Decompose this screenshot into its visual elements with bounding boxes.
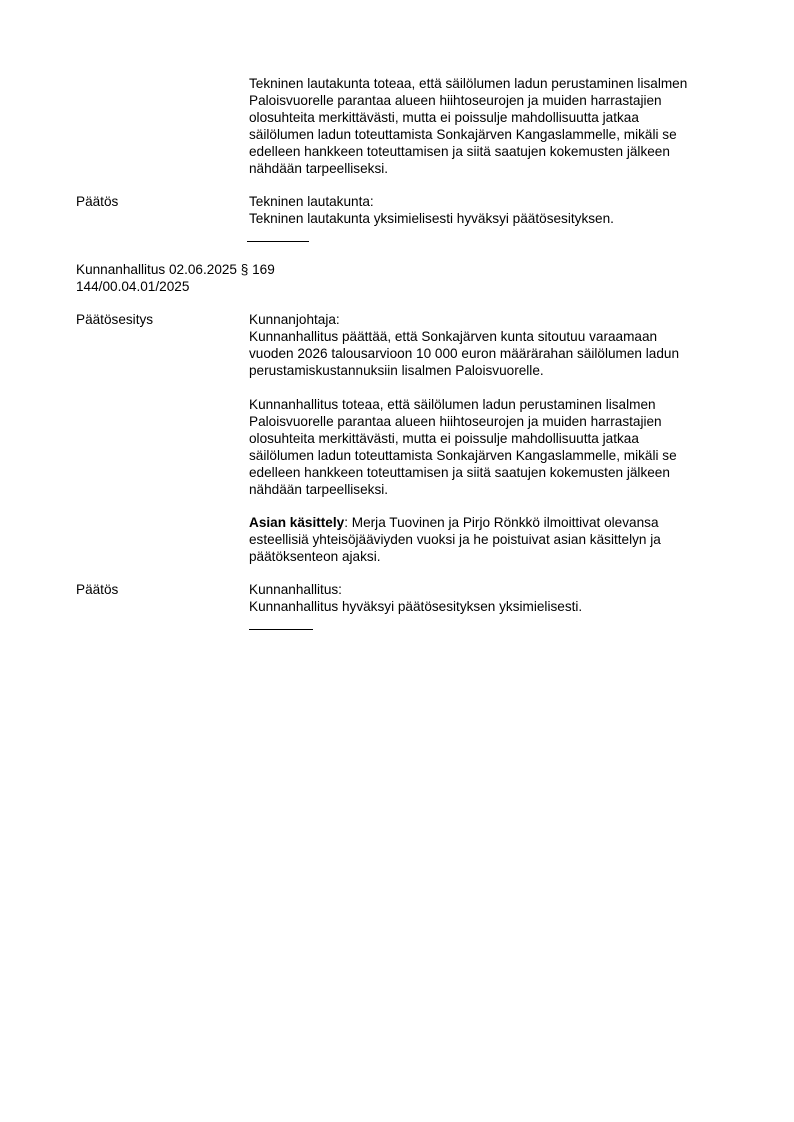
paragraph-line: Paloisvuorelle parantaa alueen hiihtoseurojen ja muiden harrastajien bbox=[249, 414, 662, 429]
handling-line: päätöksenteon ajaksi. bbox=[249, 549, 381, 564]
handling-heading: Asian käsittely bbox=[249, 515, 345, 530]
paragraph-line: säilölumen ladun toteuttamista Sonkajärven Kangaslammelle, mikäli se bbox=[249, 127, 677, 142]
decision-body-board bbox=[249, 581, 739, 615]
decision-label-technical bbox=[76, 193, 236, 210]
proposal-speaker: Kunnanjohtaja: bbox=[249, 312, 340, 327]
decision-body-technical bbox=[249, 193, 739, 227]
paragraph-line: nähdään tarpeelliseksi. bbox=[249, 482, 389, 497]
proposal-label bbox=[76, 311, 236, 328]
continuation-paragraph bbox=[249, 75, 739, 177]
paragraph-line: edelleen hankkeen toteuttamisen ja siitä saatujen kokemusten jälkeen bbox=[249, 465, 670, 480]
decision-label-text: Päätös bbox=[76, 582, 119, 597]
section-heading bbox=[76, 261, 476, 295]
proposal-paragraph-2 bbox=[249, 396, 739, 498]
decision-speaker: Kunnanhallitus: bbox=[249, 582, 342, 597]
proposal-body bbox=[249, 311, 739, 379]
section-divider bbox=[247, 241, 309, 242]
proposal-label-text: Päätösesitys bbox=[76, 312, 154, 327]
paragraph-line: olosuhteita merkittävästi, mutta ei poissulje mahdollisuutta jatkaa bbox=[249, 431, 639, 446]
section-divider bbox=[249, 629, 313, 630]
paragraph-line: edelleen hankkeen toteuttamisen ja siitä saatujen kokemusten jälkeen bbox=[249, 144, 670, 159]
case-number: 144/00.04.01/2025 bbox=[76, 279, 190, 294]
handling-line bbox=[249, 514, 739, 531]
paragraph-line: säilölumen ladun toteuttamista Sonkajärven Kangaslammelle, mikäli se bbox=[249, 448, 677, 463]
meeting-reference: Kunnanhallitus 02.06.2025 § 169 bbox=[76, 262, 275, 277]
paragraph-line: nähdään tarpeelliseksi. bbox=[249, 161, 389, 176]
paragraph-line: Kunnanhallitus päättää, että Sonkajärven kunta sitoutuu varaamaan bbox=[249, 329, 658, 344]
paragraph-line: vuoden 2026 talousarvioon 10 000 euron määrärahan säilölumen ladun bbox=[249, 346, 680, 361]
decision-label-text: Päätös bbox=[76, 194, 119, 209]
decision-label-board bbox=[76, 581, 236, 598]
paragraph-line: Paloisvuorelle parantaa alueen hiihtoseurojen ja muiden harrastajien bbox=[249, 93, 662, 108]
decision-text: Kunnanhallitus hyväksyi päätösesityksen yksimielisesti. bbox=[249, 599, 583, 614]
handling-text: : Merja Tuovinen ja Pirjo Rönkkö ilmoittivat olevansa bbox=[344, 515, 659, 530]
handling-note bbox=[249, 514, 739, 565]
decision-text: Tekninen lautakunta yksimielisesti hyväksyi päätösesityksen. bbox=[249, 211, 614, 226]
paragraph-line: Kunnanhallitus toteaa, että säilölumen ladun perustaminen lisalmen bbox=[249, 397, 656, 412]
decision-speaker: Tekninen lautakunta: bbox=[249, 194, 374, 209]
paragraph-line: Tekninen lautakunta toteaa, että säilölumen ladun perustaminen lisalmen bbox=[249, 76, 688, 91]
handling-line: esteellisiä yhteisöjääviyden vuoksi ja he poistuivat asian käsittelyn ja bbox=[249, 532, 661, 547]
paragraph-line: olosuhteita merkittävästi, mutta ei poissulje mahdollisuutta jatkaa bbox=[249, 110, 639, 125]
paragraph-line: perustamiskustannuksiin lisalmen Paloisvuorelle. bbox=[249, 363, 544, 378]
